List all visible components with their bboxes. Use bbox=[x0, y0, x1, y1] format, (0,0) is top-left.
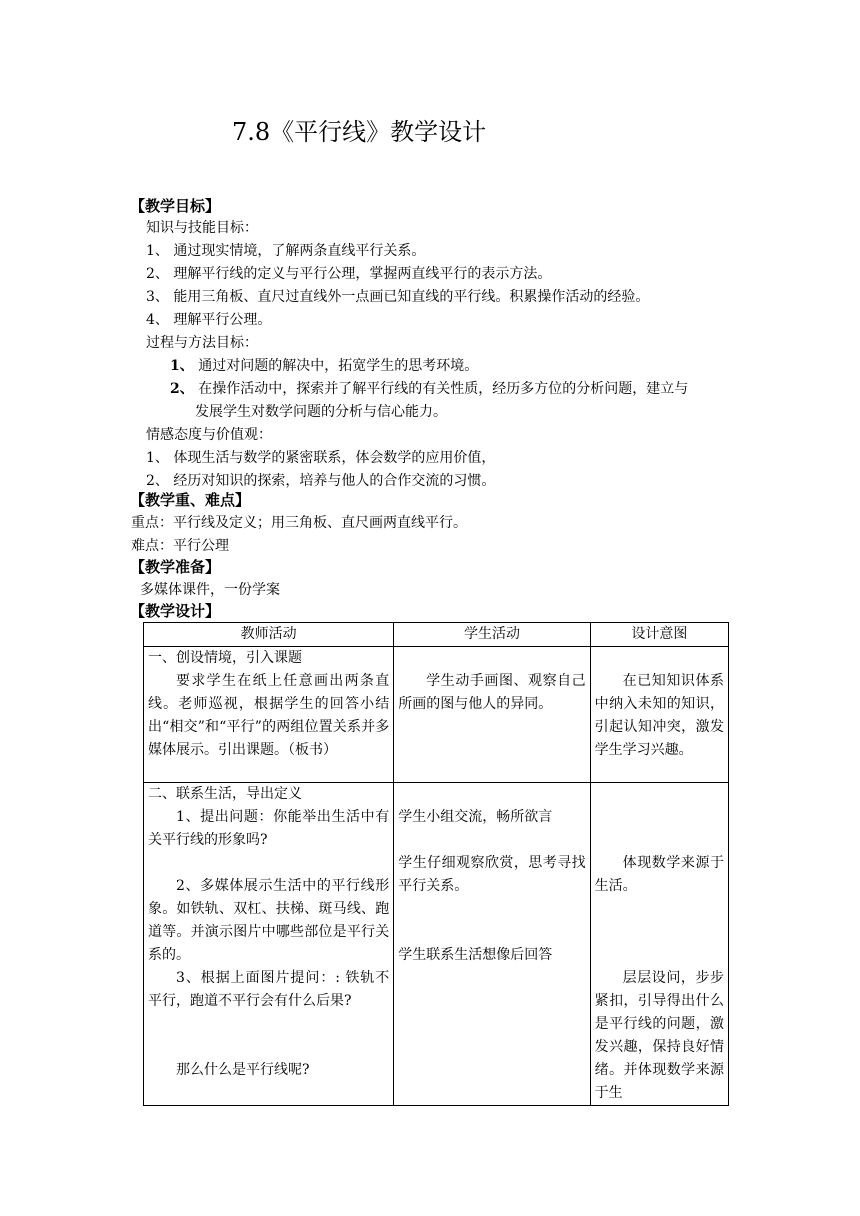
row2-student-a3: 学生联系生活想像后回答 bbox=[398, 947, 553, 963]
row2-teacher-q1: 1、提出问题：你能举出生活中有关平行线的形象吗? bbox=[148, 809, 390, 848]
row1-teacher-body: 要求学生在纸上任意画出两条直线。老师巡视，根据学生的回答小结出“相交”和“平行”的两组位置关系并多媒体展示。引出课题。（板书） bbox=[148, 673, 390, 758]
row2-teacher-q2: 2、多媒体展示生活中的平行线形象。如铁轨、双杠、扶梯、斑马线、跑道等。并演示图片中哪些部位是平行关系的。 bbox=[148, 878, 390, 963]
row1-student-text: 学生动手画图、观察自己所画的图与他人的异同。 bbox=[398, 673, 586, 712]
difficulty-text: 难点：平行公理 bbox=[131, 538, 229, 554]
row1-student-cell bbox=[394, 647, 590, 783]
header-design-intent: 设计意图 bbox=[590, 623, 728, 647]
emotion-item-2: 2、 经历对知识的探索，培养与他人的合作交流的习惯。 bbox=[146, 473, 496, 489]
row2-teacher-q4: 那么什么是平行线呢? bbox=[176, 1062, 310, 1078]
key-points-heading: 【教学重、难点】 bbox=[130, 491, 251, 509]
emotion-label: 情感态度与价值观： bbox=[146, 427, 272, 443]
row2-intent-cell bbox=[590, 783, 728, 1106]
knowledge-item-2: 2、 理解平行线的定义与平行公理，掌握两直线平行的表示方法。 bbox=[146, 266, 552, 282]
table-row bbox=[144, 783, 729, 1106]
process-item-2-num: 2、 bbox=[170, 381, 194, 397]
design-heading: 【教学设计】 bbox=[130, 602, 221, 620]
row2-intent-a2: 层层设问，步步紧扣，引导得出什么是平行线的问题，激发兴趣，保持良好情绪。并体现数学来源于生 bbox=[594, 970, 724, 1101]
knowledge-label: 知识与技能目标： bbox=[146, 220, 258, 236]
table-header-row bbox=[144, 623, 729, 647]
row1-teacher-cell bbox=[144, 647, 394, 783]
process-item-1 bbox=[170, 355, 478, 377]
row2-teacher-q3: 3、根据上面图片提问：: 铁轨不平行，跑道不平行会有什么后果? bbox=[148, 970, 390, 1009]
row1-intent-cell bbox=[590, 647, 728, 783]
key-point-text: 重点：平行线及定义；用三角板、直尺画两直线平行。 bbox=[131, 515, 467, 531]
row2-intent-a1: 体现数学来源于生活。 bbox=[594, 855, 724, 894]
knowledge-item-1: 1、 通过现实情境，了解两条直线平行关系。 bbox=[146, 243, 426, 259]
knowledge-item-4: 4、 理解平行公理。 bbox=[146, 312, 272, 328]
table-row bbox=[144, 647, 729, 783]
knowledge-item-3: 3、 能用三角板、直尺过直线外一点画已知直线的平行线。积累操作活动的经验。 bbox=[146, 289, 650, 305]
process-item-1-text: 通过对问题的解决中，拓宽学生的思考环境。 bbox=[198, 358, 479, 374]
teaching-design-table bbox=[143, 622, 729, 1106]
page-title: 7.8《平行线》教学设计 bbox=[232, 118, 487, 146]
header-student-activity: 学生活动 bbox=[394, 623, 590, 647]
row1-teacher-title: 一、创设情境，引入课题 bbox=[148, 650, 302, 666]
process-item-2 bbox=[170, 378, 688, 400]
row2-student-cell bbox=[394, 783, 590, 1106]
row2-student-a1: 学生小组交流，畅所欲言 bbox=[398, 809, 553, 825]
preparation-heading: 【教学准备】 bbox=[130, 558, 221, 576]
process-item-1-num: 1、 bbox=[170, 358, 194, 374]
row1-intent-text: 在已知知识体系中纳入未知的知识，引起认知冲突，激发学生学习兴趣。 bbox=[594, 673, 724, 758]
row2-teacher-title: 二、联系生活，导出定义 bbox=[148, 786, 302, 802]
preparation-text: 多媒体课件，一份学案 bbox=[140, 582, 280, 598]
process-label: 过程与方法目标： bbox=[146, 335, 258, 351]
row2-teacher-cell bbox=[144, 783, 394, 1106]
row2-student-a2: 学生仔细观察欣赏，思考寻找平行关系。 bbox=[398, 855, 586, 894]
objectives-heading: 【教学目标】 bbox=[130, 197, 221, 215]
header-teacher-activity: 教师活动 bbox=[144, 623, 394, 647]
emotion-item-1: 1、 体现生活与数学的紧密联系，体会数学的应用价值， bbox=[146, 450, 496, 466]
process-item-2-continued: 发展学生对数学问题的分析与信心能力。 bbox=[195, 404, 447, 420]
process-item-2-text: 在操作活动中，探索并了解平行线的有关性质，经历多方位的分析问题，建立与 bbox=[198, 381, 689, 397]
